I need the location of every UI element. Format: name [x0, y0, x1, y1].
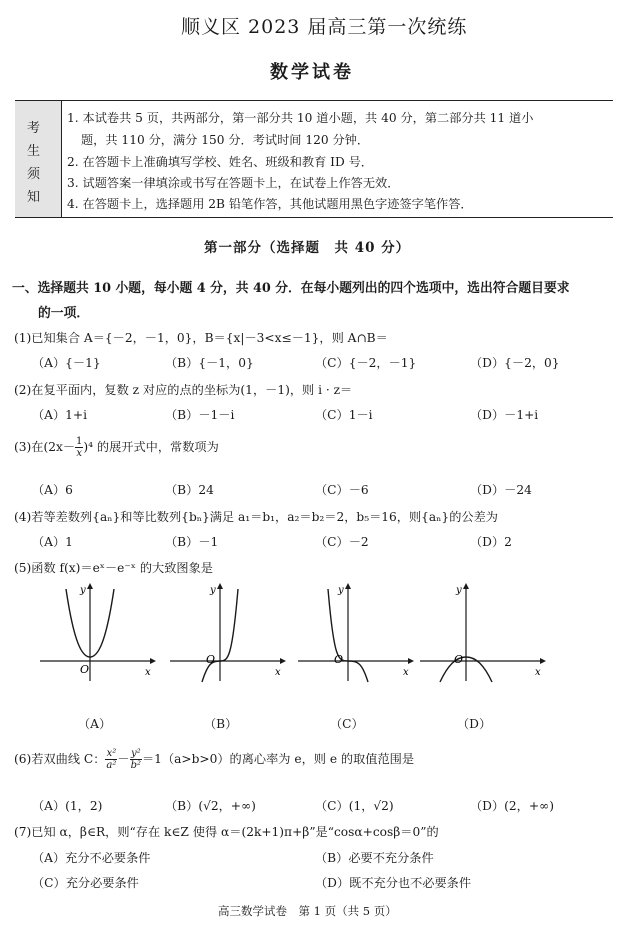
question-2-option-d: （D）－1+i [470, 408, 539, 422]
origin-label: O [80, 663, 90, 676]
question-7-option-c: （C）充分必要条件 [32, 876, 139, 890]
question-4-option-b: （B）－1 [165, 535, 219, 549]
question-1-stem: (1)已知集合 A＝{－2，－1，0}，B＝{x|－3<x≤－1}，则 A∩B＝ [14, 331, 388, 345]
question-3-option-c: （C）－6 [315, 483, 369, 497]
notice-label-char: 考 [27, 121, 41, 136]
question-2-option-a: （A）1+i [32, 408, 88, 422]
graph-d-label: （D） [457, 717, 492, 731]
question-2-option-c: （C）1－i [315, 408, 373, 422]
x-axis-arrow-icon [150, 658, 156, 664]
fraction-denominator: a² [106, 760, 117, 771]
question-4-option-a: （A）1 [32, 535, 73, 549]
question-2-stem: (2)在复平面内，复数 z 对应的点的坐标为(1，－1)，则 i · z＝ [14, 383, 353, 397]
graph-a [38, 583, 158, 683]
question-6-fraction-1 [105, 748, 117, 771]
question-3-stem [14, 436, 219, 459]
question-3-option-d: （D）－24 [470, 483, 532, 497]
x-axis-arrow-icon [540, 658, 546, 664]
minus-sign: － [117, 752, 130, 766]
y-axis-arrow-icon [217, 583, 223, 589]
y-axis-label: y [338, 585, 344, 596]
y-axis-label: y [456, 585, 462, 596]
y-axis-arrow-icon [87, 583, 93, 589]
exam-subtitle: 数学试卷 [270, 62, 354, 83]
y-axis-label: y [80, 585, 86, 596]
x-axis-arrow-icon [280, 658, 286, 664]
question-1-option-c: （C）{－2，－1} [315, 356, 417, 370]
section-intro-cont: 的一项． [38, 306, 90, 321]
notice-label-char: 知 [27, 190, 41, 205]
section-intro: 一、选择题共 10 小题，每小题 4 分，共 40 分．在每小题列出的四个选项中，选出符合题目要求 [12, 281, 570, 296]
notice-label [15, 101, 62, 217]
origin-label: O [206, 653, 216, 666]
question-5-stem: (5)函数 f(x)＝eˣ－e⁻ˣ 的大致图象是 [14, 561, 213, 575]
notice-line: 3. 试题答案一律填涂或书写在答题卡上，在试卷上作答无效． [67, 176, 400, 190]
question-6-option-a: （A）(1，2) [32, 799, 103, 813]
x-axis-label: x [535, 667, 541, 678]
origin-label: O [454, 653, 464, 666]
x-axis-label: x [145, 667, 151, 678]
notice-label-char: 生 [27, 144, 41, 159]
question-7-stem: (7)已知 α，β∈R，则“存在 k∈Z 使得 α＝(2k+1)π+β”是“cosα+cosβ＝0”的 [14, 825, 439, 839]
y-axis-arrow-icon [345, 583, 351, 589]
graph-c [296, 583, 416, 683]
section-heading: 第一部分（选择题 共 40 分） [204, 240, 411, 256]
question-6-option-d: （D）(2，+∞) [470, 799, 554, 813]
x-axis-label: x [275, 667, 281, 678]
question-4-stem: (4)若等差数列{aₙ}和等比数列{bₙ}满足 a₁＝b₁，a₂＝b₂＝2，b₅＝16，则{aₙ}的公差为 [14, 510, 498, 524]
graph-a-label: （A） [78, 717, 112, 731]
question-3-stem-post: )⁴ 的展开式中，常数项为 [83, 440, 219, 454]
question-2-option-b: （B）－1－i [165, 408, 235, 422]
graph-d [418, 583, 548, 683]
question-6-option-b: （B）(√2，+∞) [165, 799, 256, 813]
question-6-fraction-2 [130, 748, 142, 771]
fraction-denominator: b² [130, 760, 141, 771]
x-axis-label: x [403, 667, 409, 678]
notice-line: 4. 在答题卡上，选择题用 2B 铅笔作答，其他试题用黑色字迹签字笔作答． [67, 197, 473, 211]
graph-c-label: （C） [330, 717, 364, 731]
question-3-stem-pre: (3)在(2x－ [14, 440, 76, 454]
graph-b-label: （B） [204, 717, 238, 731]
question-1-option-b: （B）{－1，0} [165, 356, 254, 370]
question-6-stem-pre: (6)若双曲线 C： [14, 752, 106, 766]
graph-b [168, 583, 288, 683]
question-7-option-a: （A）充分不必要条件 [32, 851, 151, 865]
fraction-numerator: x² [106, 748, 117, 759]
y-axis-label: y [210, 585, 216, 596]
question-3-option-b: （B）24 [165, 483, 214, 497]
page-footer: 高三数学试卷 第 1 页（共 5 页） [218, 904, 397, 918]
notice-line: 2. 在答题卡上准确填写学校、姓名、班级和教育 ID 号． [67, 155, 373, 169]
notice-label-char: 须 [27, 167, 41, 182]
question-1-option-a: （A）{－1} [32, 356, 101, 370]
question-4-option-c: （C）－2 [315, 535, 369, 549]
exam-title: 顺义区 2023 届高三第一次统练 [181, 16, 468, 38]
notice-box [15, 100, 613, 218]
question-6-stem [14, 748, 414, 771]
question-3-option-a: （A）6 [32, 483, 73, 497]
fraction-numerator: y² [130, 748, 141, 759]
question-6-stem-post: ＝1（a>b>0）的离心率为 e，则 e 的取值范围是 [142, 752, 415, 766]
question-7-option-b: （B）必要不充分条件 [315, 851, 434, 865]
y-axis-arrow-icon [463, 583, 469, 589]
fraction-numerator: 1 [76, 436, 83, 447]
question-4-option-d: （D）2 [470, 535, 512, 549]
question-6-option-c: （C）(1，√2) [315, 799, 394, 813]
question-1-option-d: （D）{－2，0} [470, 356, 560, 370]
question-7-option-d: （D）既不充分也不必要条件 [315, 876, 472, 890]
fraction-denominator: x [76, 448, 83, 459]
origin-label: O [334, 653, 344, 666]
notice-line: 题，共 110 分，满分 150 分．考试时间 120 分钟． [81, 133, 370, 147]
x-axis-arrow-icon [408, 658, 414, 664]
notice-line: 1. 本试卷共 5 页，共两部分，第一部分共 10 道小题，共 40 分，第二部分共 11 道小 [67, 111, 534, 125]
